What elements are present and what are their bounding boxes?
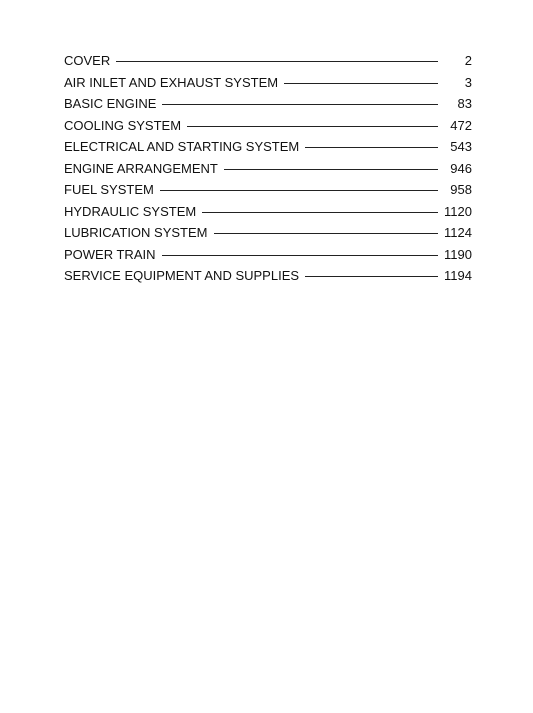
toc-entry-lubrication-system[interactable]	[64, 222, 472, 244]
toc-entry-title: HYDRAULIC SYSTEM	[64, 203, 197, 219]
toc-entry-title: FUEL SYSTEM	[64, 182, 154, 197]
toc-leader-line	[162, 104, 438, 105]
toc-leader-line	[116, 61, 438, 62]
toc-leader-line	[162, 255, 439, 256]
toc-entry-title: POWER TRAIN	[64, 246, 156, 262]
toc-entry-hydraulic-system[interactable]	[64, 201, 472, 223]
toc-entry-title: COOLING SYSTEM	[64, 117, 182, 133]
toc-entry-page: 1194	[444, 268, 472, 283]
toc-entry-title: SERVICE EQUIPMENT AND SUPPLIES	[64, 268, 300, 283]
toc-entry-title: LUBRICATION SYSTEM	[64, 225, 208, 240]
toc-leader-line	[160, 190, 438, 191]
toc-entry-cover[interactable]	[64, 50, 472, 72]
toc-entry-page: 1120	[444, 203, 472, 219]
toc-entry-page: 2	[464, 53, 472, 68]
toc-entry-page: 958	[450, 182, 472, 197]
table-of-contents	[64, 50, 472, 287]
toc-entry-page: 472	[450, 117, 472, 133]
toc-entry-title: ENGINE ARRANGEMENT	[64, 160, 218, 176]
toc-entry-basic-engine[interactable]	[64, 93, 472, 115]
toc-leader-line	[214, 233, 438, 234]
toc-leader-line	[305, 147, 438, 148]
toc-leader-line	[224, 169, 438, 170]
toc-entry-page: 543	[450, 139, 472, 154]
toc-leader-line	[284, 83, 438, 84]
toc-entry-title: BASIC ENGINE	[64, 96, 157, 111]
toc-entry-page: 1190	[444, 246, 472, 262]
toc-leader-line	[305, 276, 438, 277]
toc-entry-power-train[interactable]	[64, 244, 472, 266]
toc-entry-page: 946	[450, 160, 472, 176]
toc-entry-engine-arrangement[interactable]	[64, 158, 472, 180]
toc-entry-air-inlet-and-exhaust-system[interactable]	[64, 72, 472, 94]
toc-entry-title: COVER	[64, 53, 111, 68]
toc-leader-line	[187, 126, 438, 127]
toc-entry-cooling-system[interactable]	[64, 115, 472, 137]
toc-leader-line	[202, 212, 438, 213]
toc-entry-page: 1124	[444, 225, 472, 240]
toc-entry-title: ELECTRICAL AND STARTING SYSTEM	[64, 139, 300, 154]
toc-entry-service-equipment-and-supplies[interactable]	[64, 265, 472, 287]
toc-entry-page: 83	[457, 96, 472, 111]
toc-entry-electrical-and-starting-system[interactable]	[64, 136, 472, 158]
toc-entry-page: 3	[464, 74, 472, 90]
toc-entry-title: AIR INLET AND EXHAUST SYSTEM	[64, 74, 279, 90]
toc-entry-fuel-system[interactable]	[64, 179, 472, 201]
